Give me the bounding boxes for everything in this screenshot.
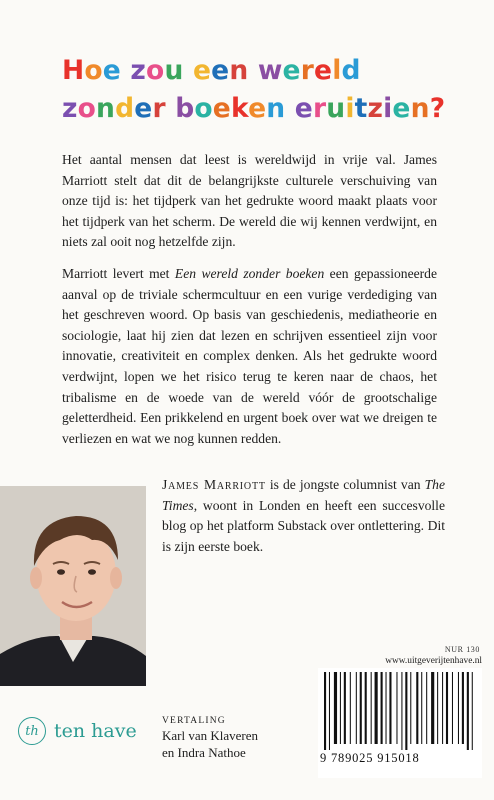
barcode-bar: [410, 672, 411, 744]
headline-letter: ?: [429, 93, 446, 124]
headline: [62, 52, 482, 128]
headline-letter: b: [175, 93, 195, 124]
barcode-bar: [396, 672, 397, 744]
author-photo: [0, 486, 146, 686]
barcode-bar: [458, 672, 459, 744]
barcode-bar: [389, 672, 391, 744]
barcode-bar: [437, 672, 438, 744]
headline-letter: i: [383, 93, 393, 124]
headline-letter: n: [266, 93, 286, 124]
barcode-bar: [442, 672, 443, 744]
headline-line-1: [62, 52, 482, 90]
translator-line-2: en Indra Nathoe: [162, 744, 246, 760]
isbn-number: 9 789025 915018: [318, 751, 482, 766]
headline-letter: z: [62, 93, 78, 124]
headline-letter: z: [130, 55, 147, 86]
headline-letter: [248, 55, 257, 86]
headline-letter: n: [229, 55, 249, 86]
headline-letter: [285, 93, 294, 124]
translator-line-1: Karl van Klaveren: [162, 728, 259, 743]
headline-letter: l: [332, 55, 342, 86]
headline-letter: H: [62, 55, 85, 86]
description-text-start: Marriott levert met: [62, 266, 175, 281]
headline-letter: e: [294, 93, 313, 124]
description-text-rest: een gepassioneerde aanval op de triviale schermcultuur en een vurige verdediging van het geschreven woord. Op basis van geschiedenis, mediatheorie en sociologie, laat hij zien dat lezen en schrijven essentieel zijn voor innovatie, creativiteit en complex denken. Als het gedrukte woord verdwijnt, lopen we het risico terug te keren naar de chaos, het tribalisme en de woede van de wereld vóór de grootschalige geletterdheid. Een prikkelend en urgent boek over wat we dreigen te verliezen en wat we nog kunnen redden.: [62, 266, 437, 446]
book-title: Een wereld zonder boeken: [174, 266, 325, 281]
barcode-bar: [329, 672, 330, 750]
intro-paragraph: Het aantal mensen dat leest is wereldwijd in vrije val. James Marriott stelt dat dit de belangrijkste culturele verschuiving van onze tijd is: het tijdperk van het gedrukte woord maakt plaats voor het tijdperk van het scherm. De wereld die wij kennen verdwijnt, en niets zal ooit nog hetzelfde zijn.: [62, 152, 437, 250]
barcode-bars-icon: [320, 670, 480, 750]
publisher-url: www.uitgeverijtenhave.nl: [385, 656, 482, 666]
headline-letter: r: [312, 93, 327, 124]
headline-letter: d: [115, 93, 135, 124]
barcode-bar: [324, 672, 326, 750]
headline-letter: w: [257, 55, 283, 86]
barcode-bar: [350, 672, 351, 744]
headline-letter: e: [248, 93, 267, 124]
barcode-bar: [431, 672, 434, 744]
barcode-bar: [381, 672, 383, 744]
barcode-bar: [386, 672, 387, 744]
headline-letter: k: [230, 93, 249, 124]
bio-text-1: is de jongste columnist van: [265, 477, 425, 492]
barcode-bar: [472, 672, 473, 750]
headline-letter: r: [300, 55, 315, 86]
publisher-name: ten have: [54, 720, 137, 742]
headline-letter: o: [194, 93, 213, 124]
bio-text-2: , woont in Londen en heeft een succesvolle blog op het platform Substack over ontlettering. Dit is zijn eerste boek.: [162, 497, 445, 554]
headline-letter: n: [96, 93, 116, 124]
headline-letter: [121, 55, 130, 86]
description-paragraph: [62, 264, 437, 449]
barcode-bar: [426, 672, 427, 744]
barcode-bar: [371, 672, 372, 744]
barcode-bar: [467, 672, 469, 750]
newspaper-name: The Times: [162, 477, 445, 513]
headline-line-2: [62, 90, 482, 128]
headline-letter: r: [152, 93, 166, 124]
barcode-bar: [446, 672, 448, 744]
headline-letter: e: [314, 55, 333, 86]
barcode-bar: [334, 672, 337, 744]
barcode-bar: [344, 672, 346, 744]
headline-letter: e: [212, 93, 231, 124]
barcode-bar: [375, 672, 378, 744]
headline-letter: e: [192, 55, 212, 86]
headline-letter: e: [282, 55, 301, 86]
barcode-bar: [452, 672, 453, 744]
author-portrait-image: [0, 486, 146, 686]
barcode-bar: [340, 672, 341, 744]
headline-letter: e: [134, 93, 153, 124]
nur-code: NUR 130: [444, 645, 480, 654]
headline-letter: u: [164, 55, 184, 86]
barcode-bar: [401, 672, 402, 750]
headline-letter: n: [410, 93, 430, 124]
headline-letter: e: [102, 55, 121, 86]
barcode-bar: [416, 672, 418, 744]
headline-letter: z: [367, 93, 384, 124]
headline-letter: d: [341, 55, 361, 86]
headline-letter: o: [84, 55, 103, 86]
barcode-bar: [365, 672, 367, 744]
headline-letter: [166, 93, 175, 124]
headline-letter: o: [146, 55, 165, 86]
headline-letter: i: [345, 93, 355, 124]
barcode-bar: [360, 672, 362, 744]
author-bio: [162, 475, 445, 557]
translation-label: VERTALING: [162, 716, 226, 726]
barcode-bar: [405, 672, 407, 750]
publisher-mark-icon: th: [18, 717, 46, 745]
headline-letter: e: [211, 55, 230, 86]
headline-letter: e: [392, 93, 411, 124]
headline-letter: u: [326, 93, 346, 124]
headline-letter: t: [354, 93, 368, 124]
publisher-logo: [18, 717, 137, 745]
barcode-bar: [462, 672, 464, 744]
headline-letter: [184, 55, 193, 86]
translation-credit: [162, 714, 258, 761]
headline-letter: o: [77, 93, 97, 124]
barcode-bar: [421, 672, 422, 744]
author-name: James Marriott: [162, 477, 266, 492]
barcode-bar: [356, 672, 357, 744]
